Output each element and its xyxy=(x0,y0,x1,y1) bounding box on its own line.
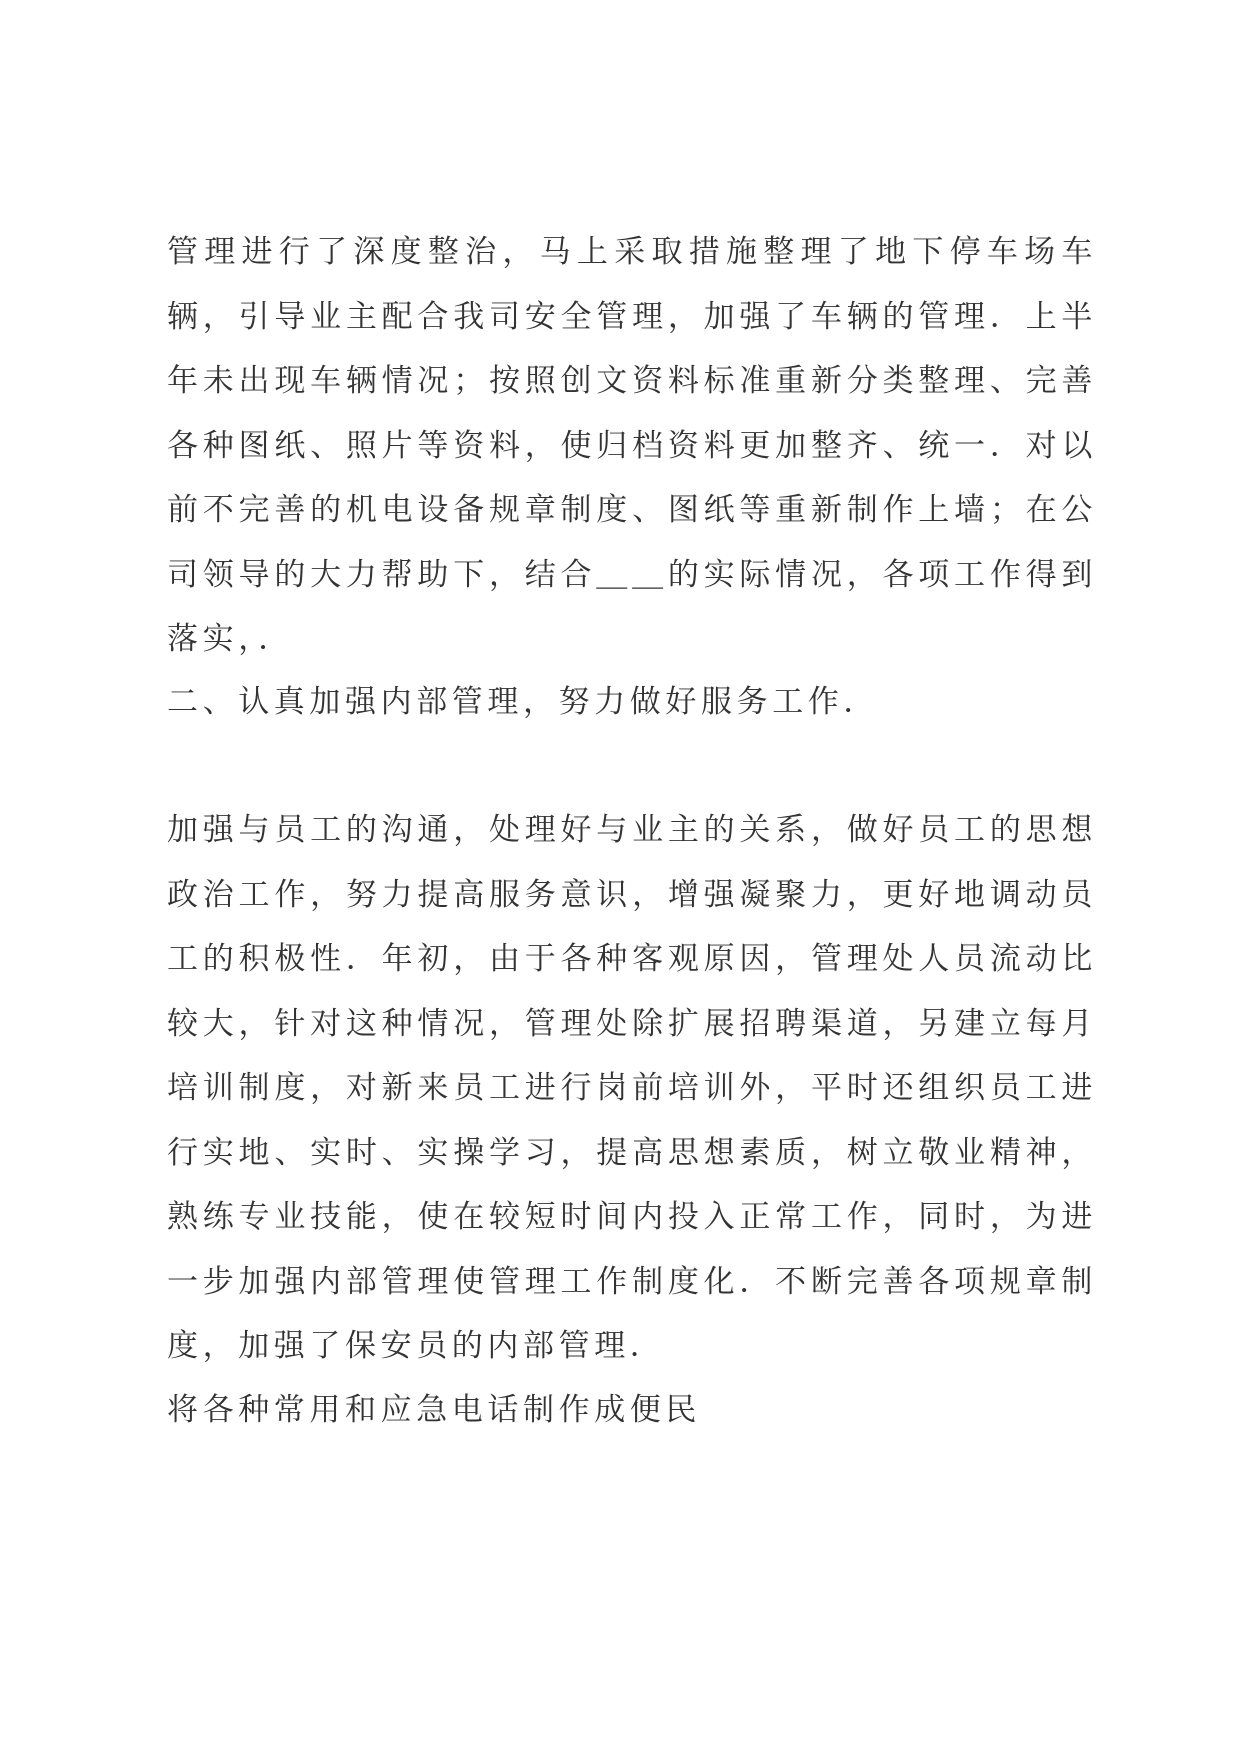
paragraph-vehicle-management: 管理进行了深度整治，马上采取措施整理了地下停车场车辆，引导业主配合我司安全管理，加强了车辆的管理．上半年未出现车辆情况；按照创文资料标准重新分类整理、完善各种图纸、照片等资料，使归档资料更加整齐、统一．对以前不完善的机电设备规章制度、图纸等重新制作上墙；在公司领导的大力帮助下，结合＿＿的实际情况，各项工作得到落实，． xyxy=(167,234,1097,657)
paragraph-staff-communication: 加强与员工的沟通，处理好与业主的关系，做好员工的思想政治工作，努力提高服务意识，增强凝聚力，更好地调动员工的积极性．年初，由于各种客观原因，管理处人员流动比较大，针对这种情况，管理处除扩展招聘渠道，另建立每月培训制度，对新来员工进行岗前培训外，平时还组织员工进行实地、实时、实操学习，提高思想素质，树立敬业精神，熟练专业技能，使在较短时间内投入正常工作，同时，为进一步加强内部管理使管理工作制度化．不断完善各项规章制度，加强了保安员的内部管理． xyxy=(167,812,1097,1364)
paragraph-emergency-phone: 将各种常用和应急电话制作成便民 xyxy=(167,1392,701,1428)
section-heading-internal-management: 二、认真加强内部管理，努力做好服务工作． xyxy=(167,684,879,720)
